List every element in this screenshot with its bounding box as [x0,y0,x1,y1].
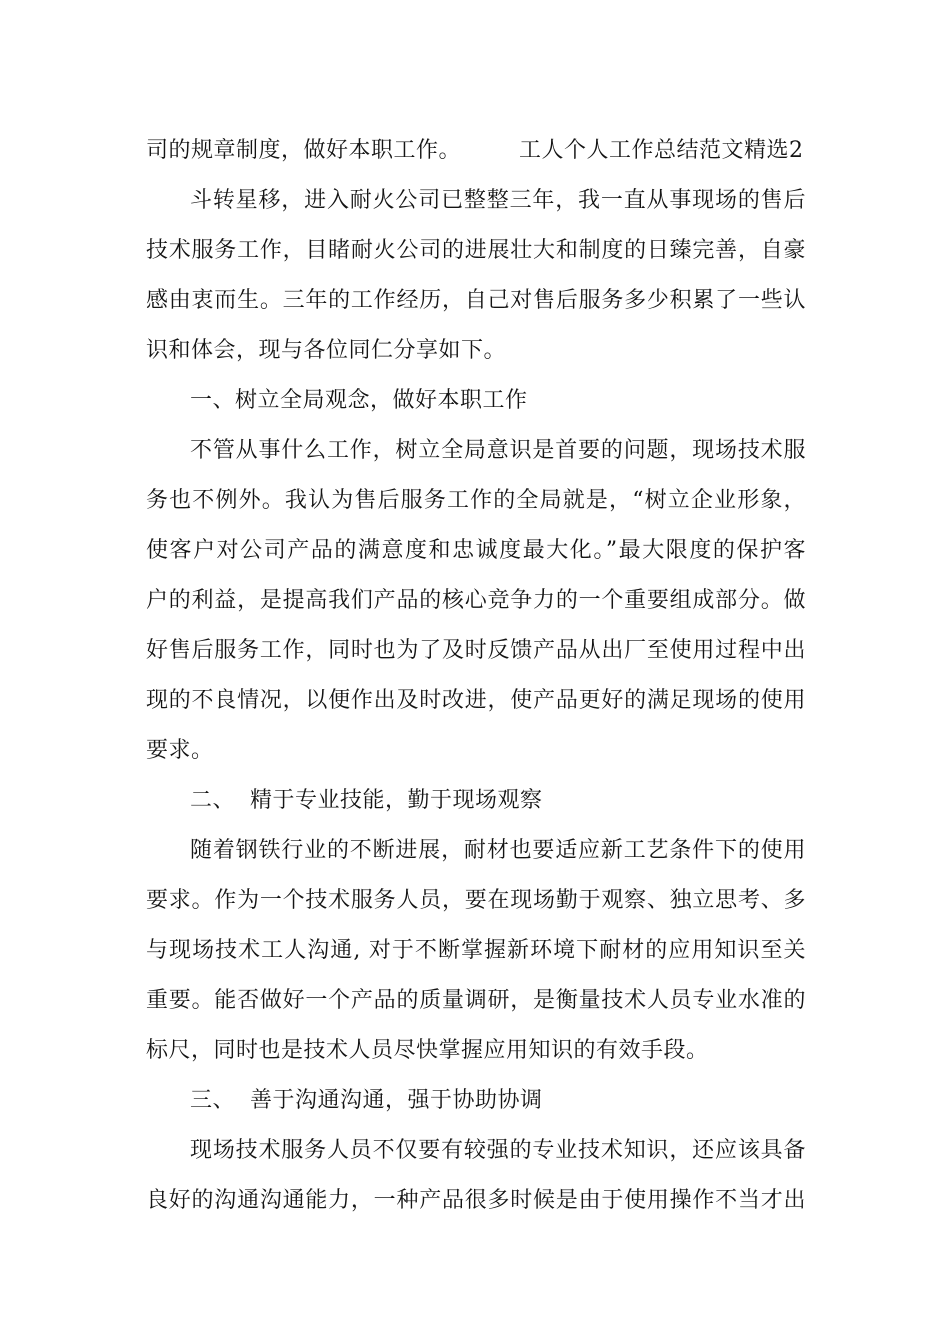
paragraph-line: 不管从事什么工作，树立全局意识是首要的问题，现场技术服 [190,438,806,463]
text-fragment: 司的规章制度，做好本职工作。 [146,138,462,163]
paragraph-line: 识和体会，现与各位同仁分享如下。 [146,338,507,363]
section-heading: 一、树立全局观念，做好本职工作 [190,388,528,413]
paragraph-line: 随着钢铁行业的不断进展，耐材也要适应新工艺条件下的使用 [190,838,806,863]
section-title: 工人个人工作总结范文精选2 [519,138,804,163]
paragraph-line: 斗转星移，进入耐火公司已整整三年，我一直从事现场的售后 [190,188,806,213]
paragraph-line: 技术服务工作，目睹耐火公司的进展壮大和制度的日臻完善，自豪 [146,238,806,263]
paragraph-line: 现的不良情况，以便作出及时改进，使产品更好的满足现场的使用 [146,688,806,713]
paragraph-line: 感由衷而生。三年的工作经历，自己对售后服务多少积累了一些认 [146,288,806,313]
paragraph-line: 与现场技术工人沟通, 对于不断掌握新环境下耐材的应用知识至关 [146,938,806,963]
section-heading: 三、 善于沟通沟通，强于协助协调 [190,1088,543,1113]
paragraph-line: 使客户对公司产品的满意度和忠诚度最大化。”最大限度的保护客 [146,538,806,563]
section-heading: 二、 精于专业技能，勤于现场观察 [190,788,543,813]
paragraph-line: 重要。能否做好一个产品的质量调研，是衡量技术人员专业水准的 [146,988,806,1013]
paragraph-line: 现场技术服务人员不仅要有较强的专业技术知识，还应该具备 [190,1138,806,1163]
paragraph-line: 标尺，同时也是技术人员尽快掌握应用知识的有效手段。 [146,1038,709,1063]
paragraph-line: 户的利益，是提高我们产品的核心竞争力的一个重要组成部分。做 [146,588,806,613]
paragraph-line: 务也不例外。我认为售后服务工作的全局就是，“树立企业形象， [146,488,806,513]
paragraph-line: 要求。 [146,738,214,763]
paragraph-line: 好售后服务工作，同时也为了及时反馈产品从出厂至使用过程中出 [146,638,806,663]
paragraph-line: 良好的沟通沟通能力，一种产品很多时候是由于使用操作不当才出 [146,1188,806,1213]
paragraph-line [146,131,806,171]
paragraph-line: 要求。作为一个技术服务人员，要在现场勤于观察、独立思考、多 [146,888,806,913]
